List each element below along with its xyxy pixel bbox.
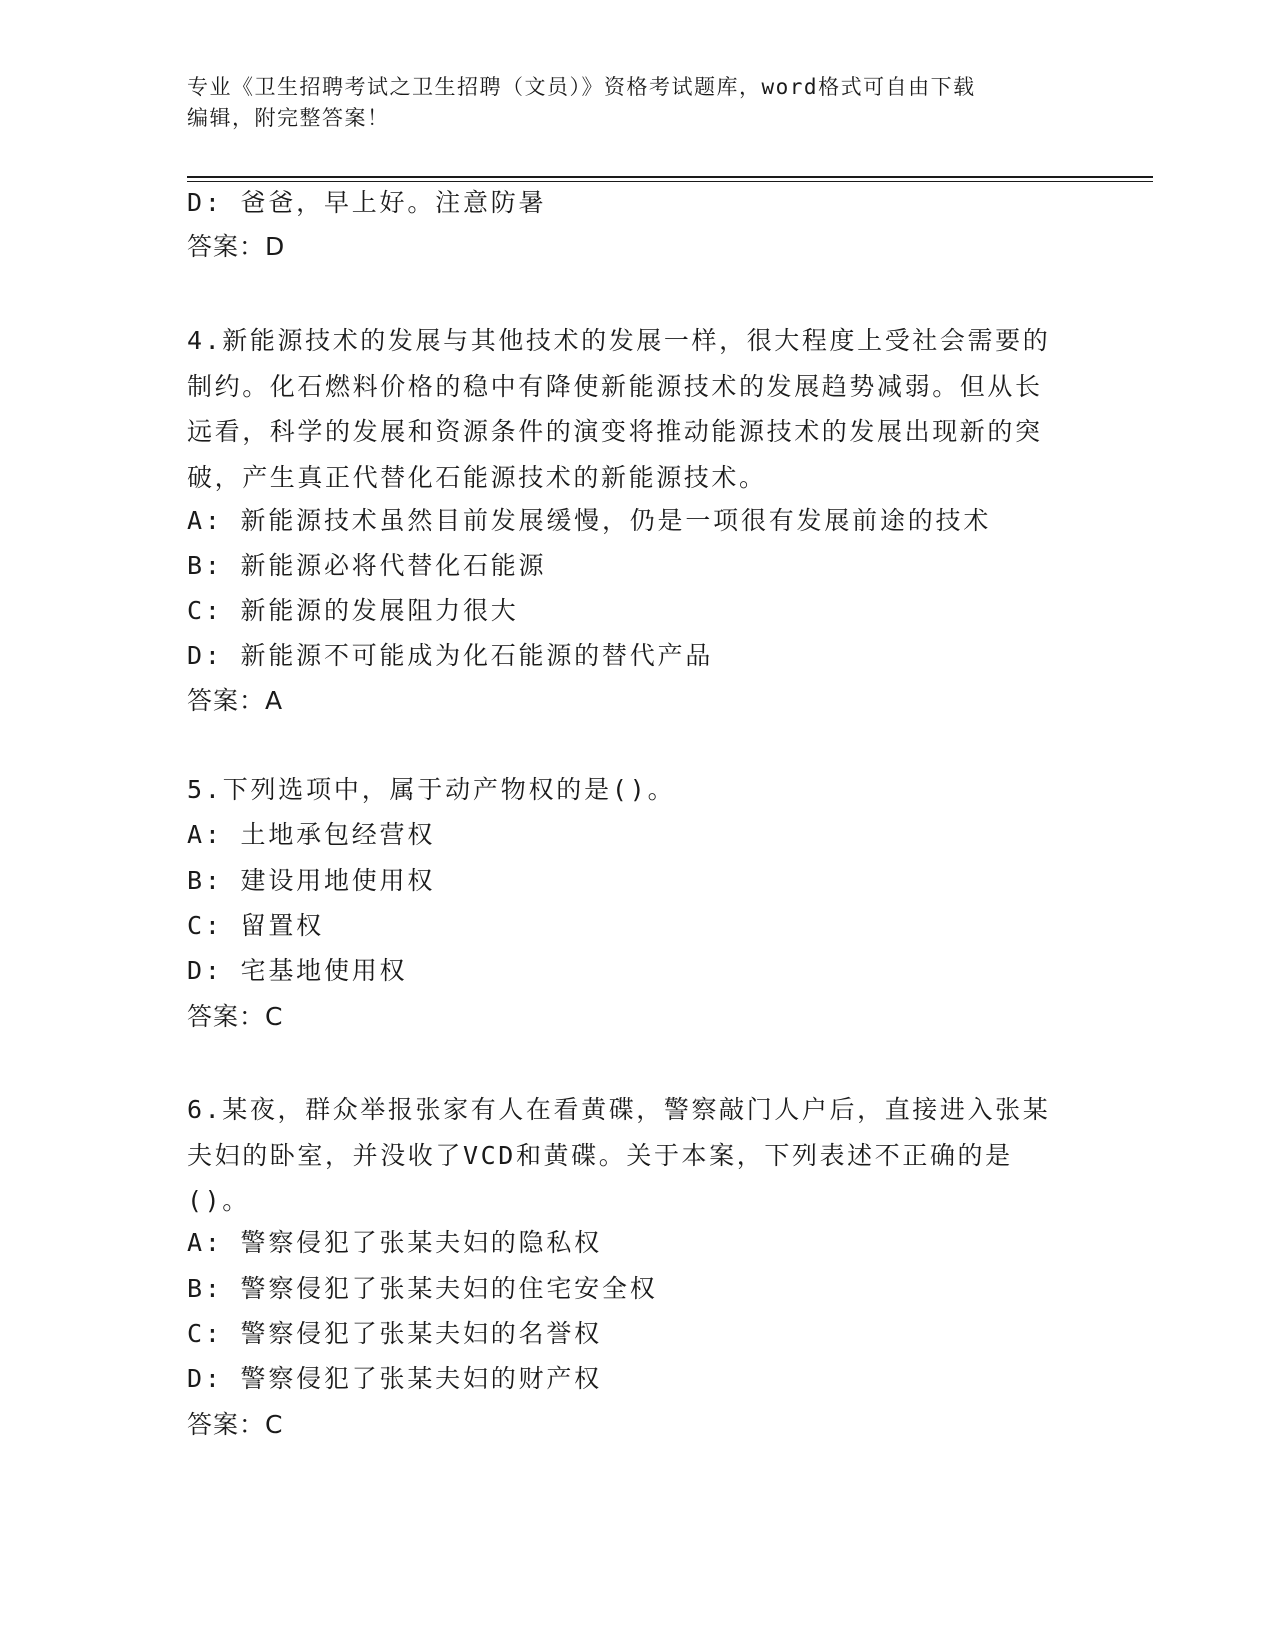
- q6-option-b: B: 警察侵犯了张某夫妇的住宅安全权: [187, 1274, 658, 1303]
- q4-option-b: B: 新能源必将代替化石能源: [187, 551, 547, 580]
- q3-option-d: D: 爸爸，早上好。注意防暑: [187, 188, 547, 217]
- q4-option-a: A: 新能源技术虽然目前发展缓慢，仍是一项很有发展前途的技术: [187, 506, 992, 535]
- header-divider-thick: [187, 176, 1153, 178]
- q5-option-c: C: 留置权: [187, 911, 324, 940]
- q6-stem: 6.某夜，群众举报张家有人在看黄碟，警察敲门人户后，直接进入张某夫妇的卧室，并没收了VCD和黄碟。关于本案，下列表述不正确的是()。: [187, 1095, 1051, 1215]
- q6-option-d: D: 警察侵犯了张某夫妇的财产权: [187, 1364, 602, 1393]
- q4-option-d: D: 新能源不可能成为化石能源的替代产品: [187, 641, 714, 670]
- q5-option-a: A: 土地承包经营权: [187, 820, 436, 849]
- q5-stem: 5.下列选项中，属于动产物权的是()。: [187, 775, 676, 804]
- q5-answer: 答案：C: [187, 1002, 284, 1031]
- q6-option-a: A: 警察侵犯了张某夫妇的隐私权: [187, 1228, 602, 1257]
- document-header: [187, 72, 1067, 134]
- q4-stem: 4.新能源技术的发展与其他技术的发展一样，很大程度上受社会需要的制约。化石燃料价格的稳中有降使新能源技术的发展趋势减弱。但从长远看，科学的发展和资源条件的演变将推动能源技术的发展出现新的突破，产生真正代替化石能源技术的新能源技术。: [187, 326, 1051, 492]
- header-divider-thin: [187, 181, 1153, 182]
- q6-answer: 答案：C: [187, 1410, 284, 1439]
- q5-option-d: D: 宅基地使用权: [187, 956, 408, 985]
- q3-answer: 答案：D: [187, 232, 286, 261]
- q5-option-b: B: 建设用地使用权: [187, 866, 436, 895]
- header-line-1: 专业《卫生招聘考试之卫生招聘（文员）》资格考试题库，word格式可自由下载: [187, 75, 976, 99]
- header-line-2: 编辑，附完整答案！: [187, 106, 390, 130]
- q6-option-c: C: 警察侵犯了张某夫妇的名誉权: [187, 1319, 602, 1348]
- q4-option-c: C: 新能源的发展阻力很大: [187, 596, 519, 625]
- q4-answer: 答案：A: [187, 686, 284, 715]
